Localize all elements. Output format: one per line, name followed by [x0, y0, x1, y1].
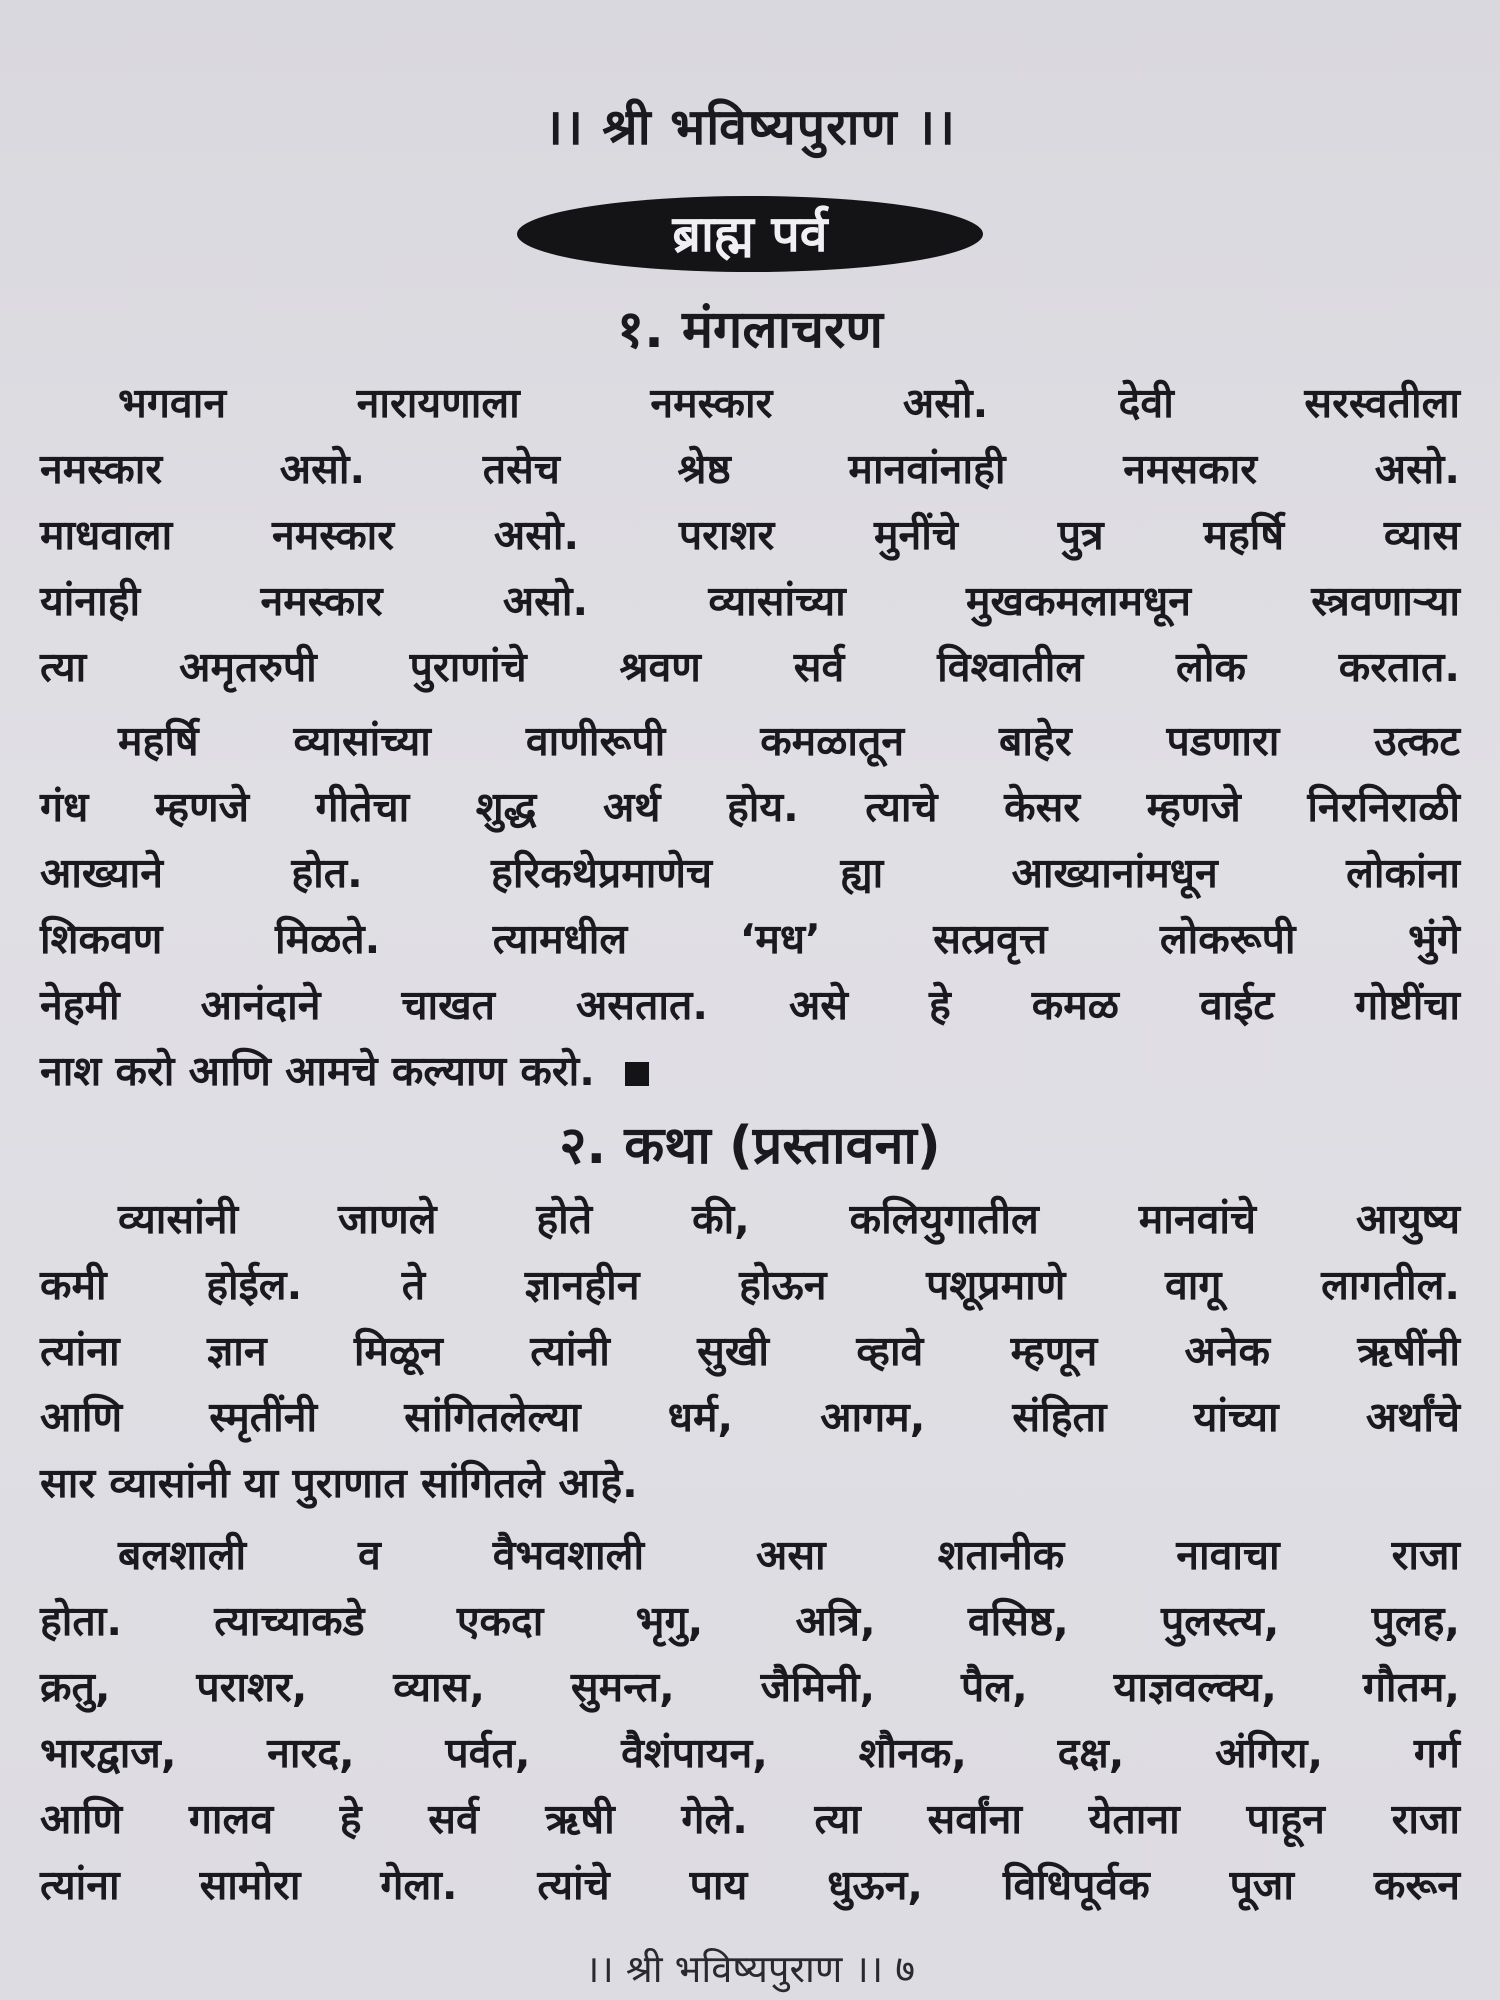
chapter-2-paragraph-1 — [40, 1186, 1460, 1516]
section-badge — [517, 196, 983, 272]
section-end-square-icon — [625, 1062, 649, 1086]
text-line: गंध म्हणजे गीतेचा शुद्ध अर्थ होय. त्याचे केसर म्हणजे निरनिराळी — [40, 783, 1460, 831]
text-line: होता. त्याच्याकडे एकदा भृगु, अत्रि, वसिष्ठ, पुलस्त्य, पुलह, — [40, 1597, 1460, 1645]
text-line: भगवान नारायणाला नमस्कार असो. देवी सरस्वतीला — [118, 379, 1460, 427]
text-line: कमी होईल. ते ज्ञानहीन होऊन पशूप्रमाणे वागू लागतील. — [40, 1261, 1460, 1309]
text-line: क्रतु, पराशर, व्यास, सुमन्त, जैमिनी, पैल, याज्ञवल्क्य, गौतम, — [40, 1663, 1460, 1711]
section-badge-label: ब्राह्म पर्व — [672, 205, 828, 263]
text-line: आणि गालव हे सर्व ऋषी गेले. त्या सर्वांना येताना पाहून राजा — [40, 1795, 1460, 1843]
text-line: आणि स्मृतींनी सांगितलेल्या धर्म, आगम, संहिता यांच्या अर्थांचे — [40, 1393, 1460, 1441]
text-line: त्यांना सामोरा गेला. त्यांचे पाय धुऊन, विधिपूर्वक पूजा करून — [40, 1861, 1460, 1909]
chapter-1-paragraph-1 — [40, 370, 1460, 700]
text-line: महर्षि व्यासांच्या वाणीरूपी कमळातून बाहेर पडणारा उत्कट — [118, 717, 1460, 765]
text-line: त्यांना ज्ञान मिळून त्यांनी सुखी व्हावे म्हणून अनेक ऋषींनी — [40, 1327, 1460, 1375]
text-line: माधवाला नमस्कार असो. पराशर मुनींचे पुत्र महर्षि व्यास — [40, 511, 1460, 559]
chapter-1-heading: १. मंगलाचरण — [617, 300, 883, 360]
page-footer: ।। श्री भविष्यपुराण ।। ७ — [584, 1947, 916, 1991]
text-line: नेहमी आनंदाने चाखत असतात. असे हे कमळ वाईट गोष्टींचा — [40, 981, 1460, 1029]
book-title: ।। श्री भविष्यपुराण ।। — [544, 98, 956, 156]
text-line-final — [40, 1038, 1460, 1104]
text-line: सार व्यासांनी या पुराणात सांगितले आहे. — [40, 1459, 638, 1507]
text-line: व्यासांनी जाणले होते की, कलियुगातील मानवांचे आयुष्य — [118, 1195, 1460, 1243]
text-line: नमस्कार असो. तसेच श्रेष्ठ मानवांनाही नमसकार असो. — [40, 445, 1460, 493]
text-line: आख्याने होत. हरिकथेप्रमाणेच ह्या आख्यानांमधून लोकांना — [40, 849, 1460, 897]
text-line: शिकवण मिळते. त्यामधील ‘मध’ सत्प्रवृत्त लोकरूपी भुंगे — [40, 915, 1460, 963]
text-line: यांनाही नमस्कार असो. व्यासांच्या मुखकमलामधून स्त्रवणाऱ्या — [40, 577, 1460, 625]
chapter-2-paragraph-2 — [40, 1522, 1460, 1918]
text-line: भारद्वाज, नारद, पर्वत, वैशंपायन, शौनक, दक्ष, अंगिरा, गर्ग — [40, 1729, 1460, 1777]
chapter-1-paragraph-2 — [40, 708, 1460, 1104]
text-line: बलशाली व वैभवशाली असा शतानीक नावाचा राजा — [118, 1531, 1460, 1579]
text-line-content: नाश करो आणि आमचे कल्याण करो. — [40, 1047, 595, 1095]
text-line: त्या अमृतरुपी पुराणांचे श्रवण सर्व विश्वातील लोक करतात. — [40, 643, 1460, 691]
chapter-2-heading: २. कथा (प्रस्तावना) — [559, 1116, 941, 1176]
